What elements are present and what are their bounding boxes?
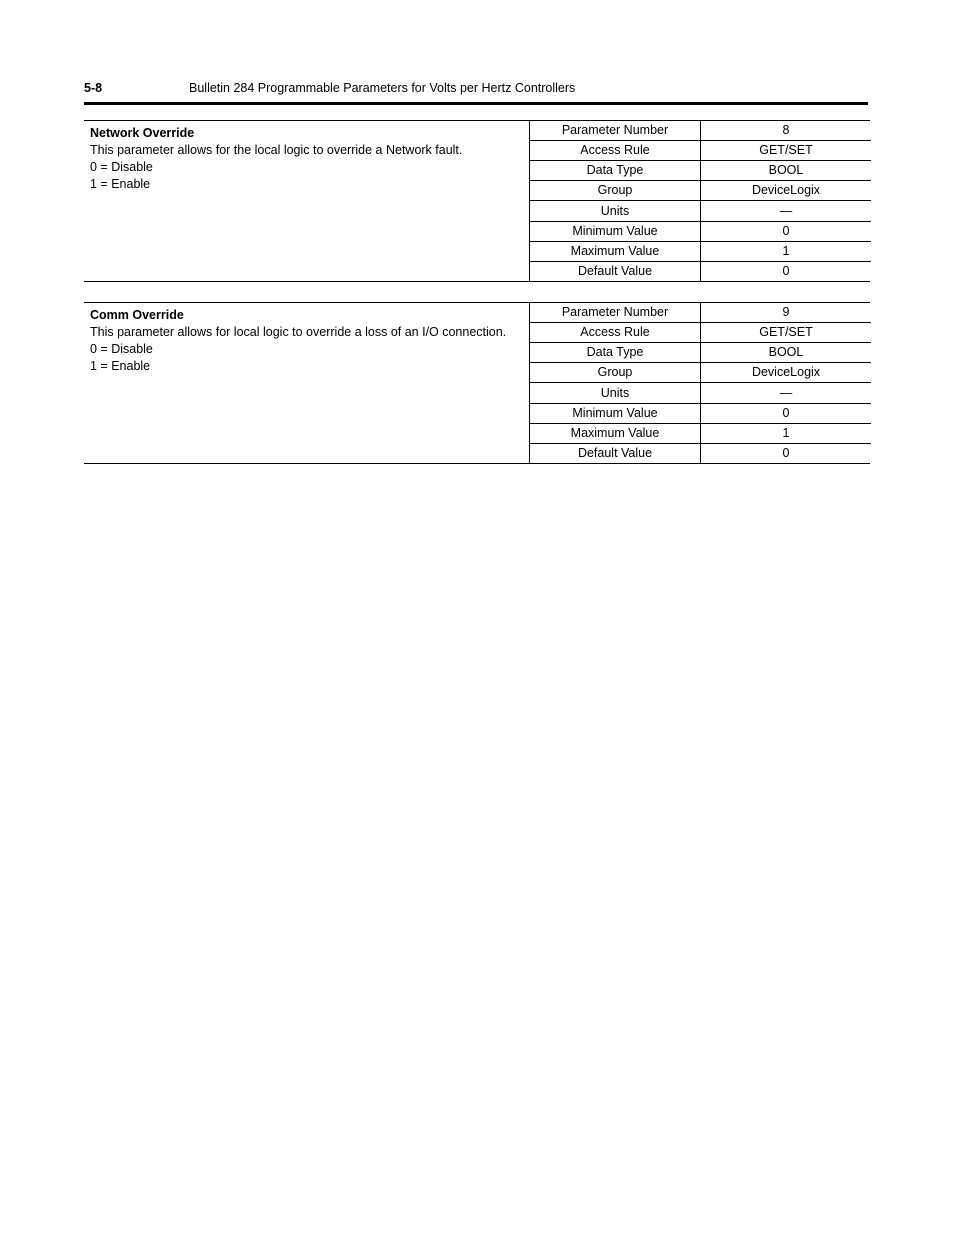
page-number: 5-8 [84,81,103,95]
attribute-label: Data Type [530,343,701,363]
attribute-label: Default Value [530,443,701,463]
table-row [530,241,872,261]
table-row [530,141,872,161]
attribute-value: GET/SET [701,141,872,161]
table-row [530,423,872,443]
parameter-block-network-override [84,120,870,282]
parameter-description-panel [84,121,529,281]
attribute-label: Access Rule [530,323,701,343]
parameter-description: This parameter allows for the local logic to override a Network fault. [90,143,463,157]
attribute-label: Minimum Value [530,221,701,241]
attribute-value: BOOL [701,343,872,363]
table-row [530,221,872,241]
attribute-label: Group [530,363,701,383]
attribute-value: 0 [701,221,872,241]
table-row [530,121,872,141]
table-row [530,181,872,201]
parameter-description: This parameter allows for local logic to override a loss of an I/O connection. [90,325,507,339]
table-row [530,343,872,363]
attribute-value: 1 [701,241,872,261]
parameter-option: 0 = Disable [90,342,153,356]
attribute-label: Units [530,383,701,403]
attribute-label: Maximum Value [530,241,701,261]
attribute-value: — [701,201,872,221]
table-row [530,363,872,383]
attribute-label: Default Value [530,261,701,281]
table-row [530,261,872,281]
attribute-value: DeviceLogix [701,363,872,383]
table-row [530,443,872,463]
attribute-value: 0 [701,403,872,423]
attribute-value: DeviceLogix [701,181,872,201]
attribute-value: GET/SET [701,323,872,343]
parameter-option: 0 = Disable [90,160,153,174]
attribute-label: Access Rule [530,141,701,161]
parameter-description-panel [84,303,529,463]
attribute-value: 0 [701,261,872,281]
table-row [530,403,872,423]
attribute-value: 9 [701,303,872,323]
parameter-option: 1 = Enable [90,359,151,373]
parameter-name: Comm Override [90,308,184,322]
attribute-label: Maximum Value [530,423,701,443]
attribute-label: Parameter Number [530,303,701,323]
attribute-label: Group [530,181,701,201]
table-row [530,161,872,181]
attribute-label: Units [530,201,701,221]
attribute-value: 8 [701,121,872,141]
parameter-attributes-table [529,121,871,281]
page-header [84,80,868,102]
table-row [530,383,872,403]
attribute-label: Minimum Value [530,403,701,423]
parameter-block-comm-override [84,302,870,464]
attribute-value: 0 [701,443,872,463]
attribute-value: — [701,383,872,403]
table-row [530,303,872,323]
parameter-attributes-table [529,303,871,463]
attribute-label: Data Type [530,161,701,181]
attribute-label: Parameter Number [530,121,701,141]
parameter-name: Network Override [90,126,195,140]
header-rule [84,102,868,105]
attribute-value: 1 [701,423,872,443]
table-row [530,201,872,221]
attribute-value: BOOL [701,161,872,181]
table-row [530,323,872,343]
page-title: Bulletin 284 Programmable Parameters for Volts per Hertz Controllers [189,81,576,95]
parameter-option: 1 = Enable [90,177,151,191]
